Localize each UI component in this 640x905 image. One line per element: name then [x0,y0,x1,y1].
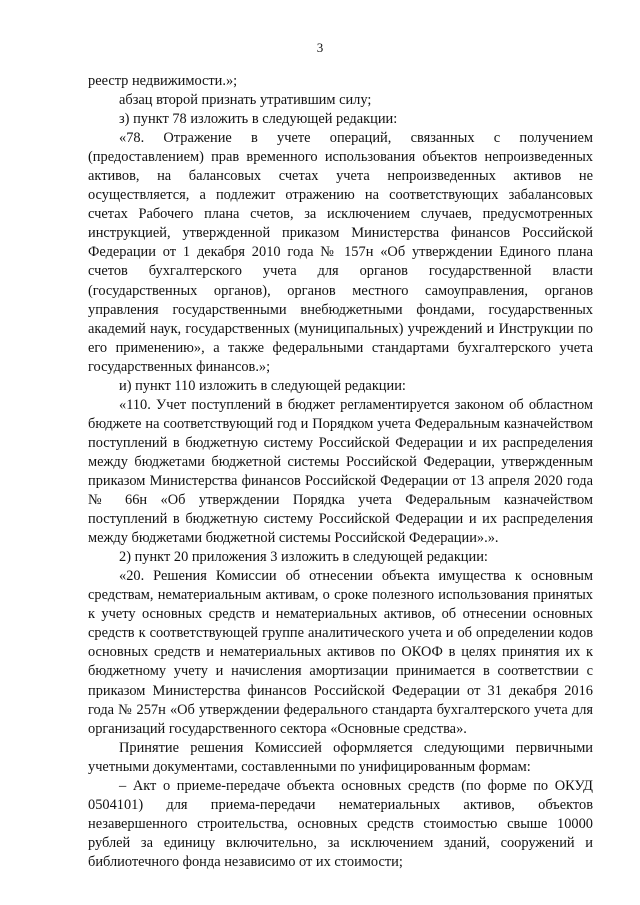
paragraph-decision-documents: Принятие решения Комиссией оформляется следующими первичными учетными документами, составленными по унифицированным формам: [88,739,593,775]
paragraph-punkt-78: «78. Отражение в учете операций, связанных с получением (предоставлением) прав временного использования объектов непроизведенных активов, на балансовых счетах учета непроизведенных активов не осуществляется, а подлежит отражению на соответствующих забалансовых счетах Рабочего плана счетов, за исключением случаев, предусмотренных инструкцией, утвержденной приказом Министерства финансов Российской Федерации от 1 декабря 2010 года № 157н «Об утверждении Единого плана счетов бухгалтерского учета для органов государственной власти (государственных органов), органов местного самоуправления, органов управления государственными внебюджетными фондами, государственных академий наук, государственных (муниципальных) учреждений и Инструкции по его применению», а также федеральными стандартами бухгалтерского учета государственных финансов.»; [88,130,593,375]
document-body [88,72,593,872]
paragraph-punkt-z: з) пункт 78 изложить в следующей редакции: [119,111,398,128]
paragraph-registry-end: реестр недвижимости.»; [88,73,238,89]
paragraph-punkt-20: «20. Решения Комиссии об отнесении объекта имущества к основным средствам, нематериальным активам, о сроке полезного использования принятых к учету основных средств и нематериальных активов, об отнесении основных средств к соответствующей группе аналитического учета и об определении кодов основных средств и нематериальных активов по ОКОФ в целях принятия их к бюджетному учету и начисления амортизации принимается в соответствии с приказом Министерства финансов Российской Федерации от 31 декабря 2016 года № 257н «Об утверждении федерального стандарта бухгалтерского учета для организаций государственного сектора «Основные средства». [88,568,593,737]
paragraph-punkt-i: и) пункт 110 изложить в следующей редакции: [119,377,406,394]
paragraph-abzac-vtoroy: абзац второй признать утратившим силу; [119,92,372,109]
paragraph-punkt-110: «110. Учет поступлений в бюджет регламентируется законом об областном бюджете на соответствующий год и Порядком учета Федеральным казначейством поступлений в бюджетную систему Российской Федерации и их распределения между бюджетами бюджетной системы Российской Федерации, утвержденным приказом Министерства финансов Российской Федерации от 13 апреля 2020 года № 66н «Об утверждении Порядка учета Федеральным казначейством поступлений в бюджетную систему Российской Федерации и их распределения между бюджетами бюджетной системы Российской Федерации».». [88,396,593,547]
list-item-act-os: – Акт о приеме-передаче объекта основных средств (по форме по ОКУД 0504101) для приема-передачи нематериальных активов, объектов незавершенного строительства, основных средств стоимостью свыше 10000 рублей за единицу включительно, за исключением зданий, сооружений и библиотечного фонда независимо от их стоимости; [88,777,593,870]
paragraph-punkt-2: 2) пункт 20 приложения 3 изложить в следующей редакции: [119,549,488,566]
page-number: 3 [316,40,324,55]
